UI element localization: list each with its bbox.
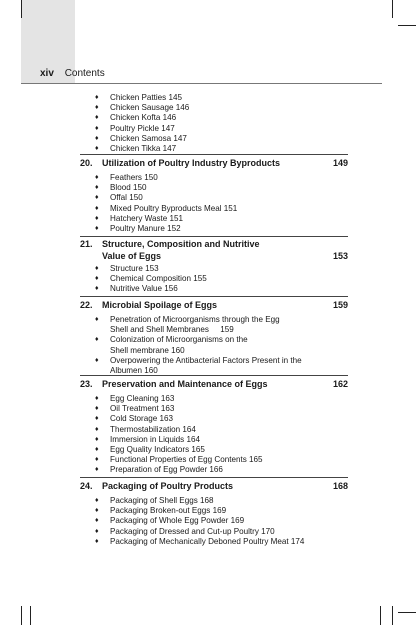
chapter-page: 159 xyxy=(332,300,348,310)
toc-item: ♦ Poultry Manure 152 xyxy=(95,224,181,234)
chapter-heading: 22. Microbial Spoilage of Eggs 159 xyxy=(80,300,348,310)
toc-item: ♦ Packaging Broken-out Eggs 169 xyxy=(95,506,227,516)
toc-item: ♦ Offal 150 xyxy=(95,193,143,203)
chapter-heading: 21. Structure, Composition and Nutritive Value of Eggs 153 xyxy=(80,239,348,261)
toc-item: ♦ Colonization of Microorganisms on the Shell membrane 160 xyxy=(95,335,248,355)
crop-mark xyxy=(398,25,416,26)
toc-sublist xyxy=(95,93,189,154)
toc-item: ♦ Chicken Tikka 147 xyxy=(95,144,177,154)
crop-mark xyxy=(392,0,393,18)
toc-item: ♦ Chicken Samosa 147 xyxy=(95,133,187,143)
header-rule xyxy=(21,83,382,84)
toc-item: ♦ Thermostabilization 164 xyxy=(95,424,196,434)
chapter-divider xyxy=(80,236,348,237)
toc-item: ♦ Immersion in Liquids 164 xyxy=(95,434,200,444)
chapter-heading: 24. Packaging of Poultry Products 168 xyxy=(80,481,348,491)
header-title: Contents xyxy=(64,68,105,79)
toc-item: ♦ Hatchery Waste 151 xyxy=(95,213,184,223)
toc-item: ♦ Chicken Sausage 146 xyxy=(95,103,190,113)
crop-mark xyxy=(21,606,22,625)
crop-mark xyxy=(392,606,393,625)
toc-item: ♦ Penetration of Microorganisms through the Egg Shell and Shell Membranes 159 xyxy=(95,315,280,335)
toc-sublist xyxy=(95,173,237,234)
toc-sublist xyxy=(95,394,263,476)
toc-item: ♦ Mixed Poultry Byproducts Meal 151 xyxy=(95,203,238,213)
toc-item: ♦ Packaging of Whole Egg Powder 169 xyxy=(95,516,245,526)
crop-mark xyxy=(398,612,416,613)
toc-item: ♦ Poultry Pickle 147 xyxy=(95,123,175,133)
chapter-divider xyxy=(80,296,348,297)
crop-mark xyxy=(21,0,22,18)
running-header xyxy=(40,68,105,79)
toc-item: ♦ Preparation of Egg Powder 166 xyxy=(95,465,223,475)
toc-sublist xyxy=(95,315,302,376)
toc-item: ♦ Chemical Composition 155 xyxy=(95,274,207,284)
toc-sublist xyxy=(95,264,207,295)
chapter-page: 162 xyxy=(332,379,348,389)
toc-item: ♦ Egg Cleaning 163 xyxy=(95,394,175,403)
toc-item: ♦ Chicken Kofta 146 xyxy=(95,113,177,123)
chapter-page: 149 xyxy=(332,158,348,168)
chapter-heading: 20. Utilization of Poultry Industry Byproducts 149 xyxy=(80,158,348,168)
chapter-page: 168 xyxy=(332,481,348,491)
toc-item: ♦ Packaging of Mechanically Deboned Poultry Meat 174 xyxy=(95,536,305,546)
crop-mark xyxy=(30,606,31,625)
toc-item: ♦ Structure 153 xyxy=(95,264,159,273)
toc-item: ♦ Blood 150 xyxy=(95,183,147,193)
chapter-divider xyxy=(80,375,348,376)
toc-sublist xyxy=(95,496,304,547)
toc-item: ♦ Packaging of Dressed and Cut-up Poultry 170 xyxy=(95,526,275,536)
toc-item: ♦ Feathers 150 xyxy=(95,173,158,182)
chapter-divider xyxy=(80,154,348,155)
chapter-heading: 23. Preservation and Maintenance of Eggs 162 xyxy=(80,379,348,389)
toc-item: ♦ Chicken Patties 145 xyxy=(95,93,182,102)
crop-mark xyxy=(380,606,381,625)
toc-item: ♦ Packaging of Shell Eggs 168 xyxy=(95,496,214,505)
toc-item: ♦ Cold Storage 163 xyxy=(95,414,173,424)
toc-item: ♦ Nutritive Value 156 xyxy=(95,284,178,294)
chapter-page: 153 xyxy=(332,251,348,261)
page-number: xiv xyxy=(40,68,54,79)
toc-item: ♦ Functional Properties of Egg Contents 165 xyxy=(95,455,263,465)
chapter-divider xyxy=(80,477,348,478)
toc-item: ♦ Overpowering the Antibacterial Factors Present in the Albumen 160 xyxy=(95,355,302,376)
toc-item: ♦ Oil Treatment 163 xyxy=(95,404,175,414)
toc-item: ♦ Egg Quality Indicators 165 xyxy=(95,445,205,455)
